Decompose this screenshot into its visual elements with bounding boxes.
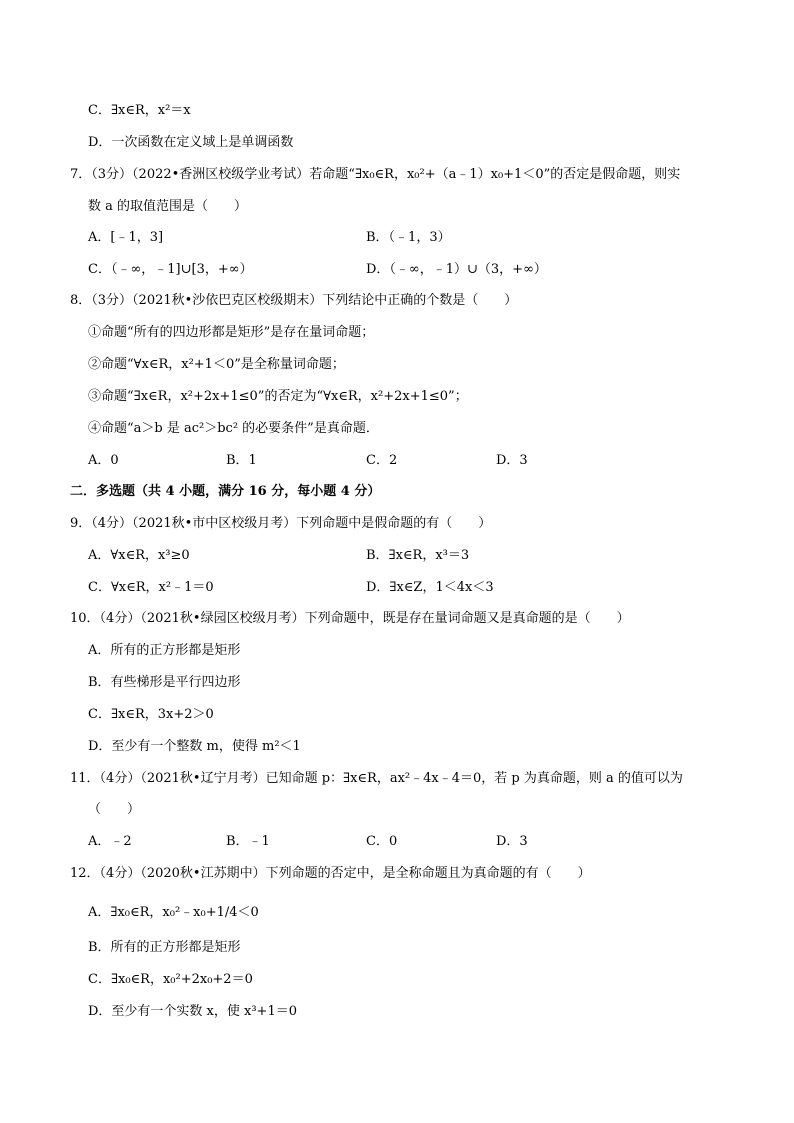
q7-option-d: D．（﹣∞，﹣1）∪（3，+∞） xyxy=(366,262,547,277)
q11-option-c: C．0 xyxy=(366,834,398,849)
q8-statement-2: ②命题“∀x∈R，x²+1＜0”是全称量词命题； xyxy=(88,357,345,372)
q7-option-b: B．（﹣1，3） xyxy=(366,230,451,245)
section-heading-multiple-choice: 二．多选题（共 4 小题，满分 16 分，每小题 4 分） xyxy=(70,484,381,499)
q12-option-d: D．至少有一个实数 x，使 x³+1＝0 xyxy=(88,1004,297,1019)
q8-statement-4: ④命题“a＞b 是 ac²＞bc² 的必要条件”是真命题． xyxy=(88,421,379,436)
q8-statement-1: ①命题“所有的四边形都是矩形”是存在量词命题； xyxy=(88,325,375,340)
q10-option-d: D．至少有一个整数 m，使得 m²＜1 xyxy=(88,739,301,754)
question-11-stem-cont: （ ） xyxy=(88,802,141,817)
q9-option-c: C．∀x∈R，x²﹣1＝0 xyxy=(88,580,214,595)
q12-option-a: A．∃x₀∈R，x₀²﹣x₀+1/4＜0 xyxy=(88,905,259,920)
q10-option-c: C．∃x∈R，3x+2＞0 xyxy=(88,707,214,722)
q10-option-b: B．有些梯形是平行四边形 xyxy=(88,675,241,690)
q8-option-c: C．2 xyxy=(366,453,398,468)
q7-option-c: C．（﹣∞，﹣1]∪[3，+∞） xyxy=(88,262,253,277)
q9-option-a: A．∀x∈R，x³≥0 xyxy=(88,548,190,563)
question-10-stem: 10．（4分）（2021秋•绿园区校级月考）下列命题中，既是存在量词命题又是真命题的是（ ） xyxy=(70,611,630,626)
option-d-line: D．一次函数在定义域上是单调函数 xyxy=(88,135,294,150)
question-11-stem: 11．（4分）（2021秋•辽宁月考）已知命题 p：∃x∈R，ax²﹣4x﹣4＝0，若 p 为真命题，则 a 的值可以为 xyxy=(70,771,683,786)
q11-option-d: D．3 xyxy=(496,834,528,849)
q9-option-d: D．∃x∈Z，1＜4x＜3 xyxy=(366,580,494,595)
question-12-stem: 12．（4分）（2020秋•江苏期中）下列命题的否定中，是全称命题且为真命题的有（ ） xyxy=(70,866,591,881)
q8-option-b: B．1 xyxy=(226,453,257,468)
q12-option-b: B．所有的正方形都是矩形 xyxy=(88,940,241,955)
q7-option-a: A．[﹣1，3] xyxy=(88,230,164,245)
q11-option-a: A．﹣2 xyxy=(88,834,132,849)
q9-option-b: B．∃x∈R，x³＝3 xyxy=(366,548,470,563)
question-9-stem: 9．（4分）（2021秋•市中区校级月考）下列命题中是假命题的有（ ） xyxy=(70,516,492,531)
question-7-stem-cont: 数 a 的取值范围是（ ） xyxy=(88,199,248,214)
option-c-line: C．∃x∈R，x²＝x xyxy=(88,103,191,118)
q8-statement-3: ③命题“∃x∈R，x²+2x+1≤0”的否定为“∀x∈R，x²+2x+1≤0”； xyxy=(88,389,468,404)
question-7-stem: 7．（3分）（2022•香洲区校级学业考试）若命题“∃x₀∈R，x₀²+（a﹣1）x₀+1＜0”的否定是假命题，则实 xyxy=(70,167,681,182)
q12-option-c: C．∃x₀∈R，x₀²+2x₀+2＝0 xyxy=(88,972,253,987)
q11-option-b: B．﹣1 xyxy=(226,834,270,849)
question-8-stem: 8．（3分）（2021秋•沙依巴克区校级期末）下列结论中正确的个数是（ ） xyxy=(70,293,518,308)
q10-option-a: A．所有的正方形都是矩形 xyxy=(88,643,241,658)
q8-option-d: D．3 xyxy=(496,453,528,468)
q8-option-a: A．0 xyxy=(88,453,119,468)
